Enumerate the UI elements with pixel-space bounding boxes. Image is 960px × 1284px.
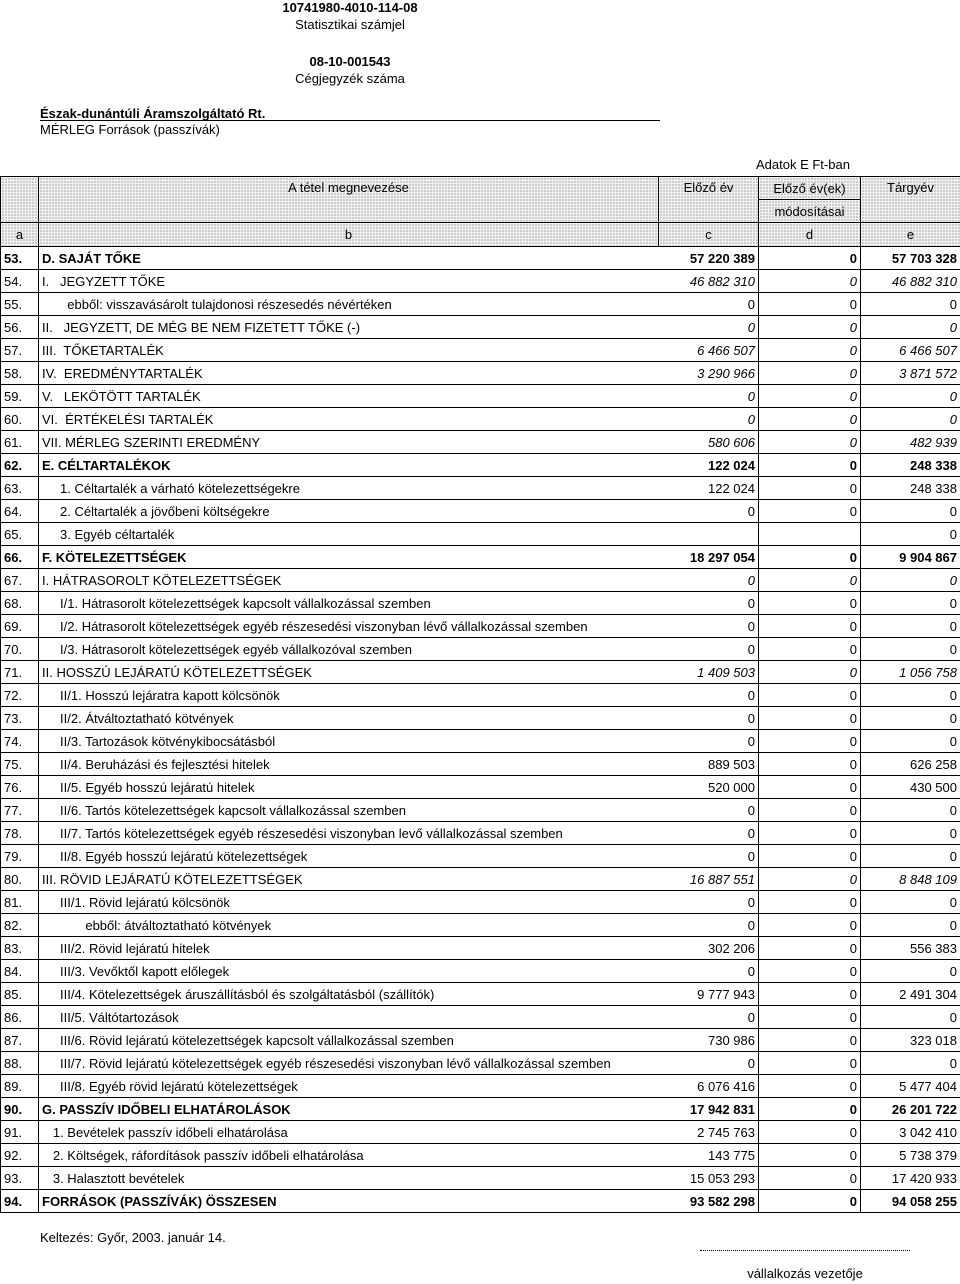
prev-year-value: 520 000 <box>659 776 759 799</box>
prev-year-value: 0 <box>659 293 759 316</box>
table-row <box>1 1029 960 1052</box>
table-row <box>1 1075 960 1098</box>
prev-year-value: 6 466 507 <box>659 339 759 362</box>
row-number: 55. <box>1 293 39 316</box>
stat-number: 10741980-4010-114-08 <box>282 0 418 15</box>
prev-year-value: 0 <box>659 684 759 707</box>
prev-mod-value: 0 <box>759 1006 861 1029</box>
table-row <box>1 1121 960 1144</box>
header-blank-cell <box>1 177 39 223</box>
table-row <box>1 1006 960 1029</box>
table-row <box>1 937 960 960</box>
table-row <box>1 546 960 569</box>
prev-mod-value: 0 <box>759 293 861 316</box>
current-year-value: 0 <box>861 1006 960 1029</box>
row-label: I/2. Hátrasorolt kötelezettségek egyéb részesedési viszonyban lévő vállalkozással szemben <box>39 615 659 638</box>
prev-year-value: 0 <box>659 615 759 638</box>
row-number: 91. <box>1 1121 39 1144</box>
prev-mod-value: 0 <box>759 868 861 891</box>
prev-mod-value: 0 <box>759 707 861 730</box>
prev-year-value: 0 <box>659 385 759 408</box>
table-row <box>1 454 960 477</box>
prev-mod-value: 0 <box>759 247 861 270</box>
current-year-value: 6 466 507 <box>861 339 960 362</box>
table-row <box>1 339 960 362</box>
prev-mod-value: 0 <box>759 1098 861 1121</box>
row-number: 61. <box>1 431 39 454</box>
current-year-value: 0 <box>861 684 960 707</box>
row-label: 3. Halasztott bevételek <box>39 1167 659 1190</box>
table-row <box>1 247 960 270</box>
current-year-value: 0 <box>861 960 960 983</box>
header-current-year: Tárgyév <box>861 177 960 223</box>
row-number: 66. <box>1 546 39 569</box>
table-row <box>1 868 960 891</box>
table-row <box>1 270 960 293</box>
current-year-value: 248 338 <box>861 454 960 477</box>
current-year-value: 0 <box>861 822 960 845</box>
current-year-value: 0 <box>861 293 960 316</box>
current-year-value: 46 882 310 <box>861 270 960 293</box>
row-label: 2. Költségek, ráfordítások passzív időbeli elhatárolása <box>39 1144 659 1167</box>
prev-year-value: 0 <box>659 500 759 523</box>
row-label: II/1. Hosszú lejáratra kapott kölcsönök <box>39 684 659 707</box>
current-year-value: 5 738 379 <box>861 1144 960 1167</box>
table-row <box>1 822 960 845</box>
row-label: II/2. Átváltoztatható kötvények <box>39 707 659 730</box>
current-year-value: 0 <box>861 914 960 937</box>
current-year-value: 0 <box>861 845 960 868</box>
row-label: II/3. Tartozások kötvénykibocsátásból <box>39 730 659 753</box>
prev-year-value: 0 <box>659 1006 759 1029</box>
table-row <box>1 661 960 684</box>
current-year-value: 0 <box>861 891 960 914</box>
current-year-value: 0 <box>861 638 960 661</box>
table-row <box>1 845 960 868</box>
prev-year-value: 580 606 <box>659 431 759 454</box>
table-row <box>1 638 960 661</box>
row-number: 58. <box>1 362 39 385</box>
table-row <box>1 753 960 776</box>
current-year-value: 3 871 572 <box>861 362 960 385</box>
current-year-value: 0 <box>861 615 960 638</box>
prev-year-value: 730 986 <box>659 1029 759 1052</box>
current-year-value: 0 <box>861 523 960 546</box>
prev-year-value: 16 887 551 <box>659 868 759 891</box>
row-number: 67. <box>1 569 39 592</box>
header-col-b: b <box>39 223 659 247</box>
table-row <box>1 293 960 316</box>
row-label: 3. Egyéb céltartalék <box>39 523 659 546</box>
header-prev-mod-2: módosításai <box>759 200 861 223</box>
row-label: II. JEGYZETT, DE MÉG BE NEM FIZETETT TŐKE (-) <box>39 316 659 339</box>
prev-year-value: 46 882 310 <box>659 270 759 293</box>
row-label: V. LEKÖTÖTT TARTALÉK <box>39 385 659 408</box>
row-label: E. CÉLTARTALÉKOK <box>39 454 659 477</box>
prev-year-value: 0 <box>659 845 759 868</box>
prev-mod-value: 0 <box>759 914 861 937</box>
row-number: 84. <box>1 960 39 983</box>
row-number: 82. <box>1 914 39 937</box>
row-label: II/5. Egyéb hosszú lejáratú hitelek <box>39 776 659 799</box>
row-number: 62. <box>1 454 39 477</box>
table-row <box>1 523 960 546</box>
prev-mod-value: 0 <box>759 316 861 339</box>
row-label: I. HÁTRASOROLT KÖTELEZETTSÉGEK <box>39 569 659 592</box>
current-year-value: 1 056 758 <box>861 661 960 684</box>
table-row <box>1 477 960 500</box>
row-number: 63. <box>1 477 39 500</box>
prev-mod-value: 0 <box>759 799 861 822</box>
table-row <box>1 1098 960 1121</box>
current-year-value: 2 491 304 <box>861 983 960 1006</box>
row-number: 54. <box>1 270 39 293</box>
table-row <box>1 408 960 431</box>
prev-year-value: 889 503 <box>659 753 759 776</box>
prev-mod-value: 0 <box>759 983 861 1006</box>
row-label: III/5. Váltótartozások <box>39 1006 659 1029</box>
prev-mod-value: 0 <box>759 684 861 707</box>
prev-year-value: 122 024 <box>659 477 759 500</box>
prev-mod-value: 0 <box>759 960 861 983</box>
prev-mod-value: 0 <box>759 569 861 592</box>
table-row <box>1 707 960 730</box>
row-label: IV. EREDMÉNYTARTALÉK <box>39 362 659 385</box>
row-label: II/4. Beruházási és fejlesztési hitelek <box>39 753 659 776</box>
row-label: II/7. Tartós kötelezettségek egyéb részesedési viszonyban levő vállalkozással szemben <box>39 822 659 845</box>
row-number: 83. <box>1 937 39 960</box>
table-row <box>1 1167 960 1190</box>
prev-mod-value: 0 <box>759 270 861 293</box>
prev-year-value: 143 775 <box>659 1144 759 1167</box>
current-year-value: 0 <box>861 408 960 431</box>
prev-year-value: 0 <box>659 707 759 730</box>
prev-mod-value: 0 <box>759 1190 861 1213</box>
prev-year-value: 302 206 <box>659 937 759 960</box>
prev-mod-value: 0 <box>759 661 861 684</box>
prev-year-value: 3 290 966 <box>659 362 759 385</box>
prev-year-value: 0 <box>659 730 759 753</box>
current-year-value: 94 058 255 <box>861 1190 960 1213</box>
row-number: 78. <box>1 822 39 845</box>
header-rule <box>40 120 660 121</box>
registration-label: Cégjegyzék száma <box>295 71 405 86</box>
row-number: 72. <box>1 684 39 707</box>
prev-year-value: 18 297 054 <box>659 546 759 569</box>
current-year-value: 5 477 404 <box>861 1075 960 1098</box>
row-label: III/6. Rövid lejáratú kötelezettségek kapcsolt vállalkozással szemben <box>39 1029 659 1052</box>
stat-label: Statisztikai számjel <box>295 17 405 32</box>
header-col-a: a <box>1 223 39 247</box>
current-year-value: 0 <box>861 385 960 408</box>
prev-mod-value: 0 <box>759 1144 861 1167</box>
row-number: 69. <box>1 615 39 638</box>
prev-mod-value: 0 <box>759 730 861 753</box>
current-year-value: 323 018 <box>861 1029 960 1052</box>
prev-mod-value: 0 <box>759 477 861 500</box>
current-year-value: 0 <box>861 592 960 615</box>
header-prev-year: Előző év <box>659 177 759 223</box>
current-year-value: 0 <box>861 1052 960 1075</box>
table-row <box>1 799 960 822</box>
row-number: 87. <box>1 1029 39 1052</box>
current-year-value: 0 <box>861 799 960 822</box>
row-label: G. PASSZÍV IDŐBELI ELHATÁROLÁSOK <box>39 1098 659 1121</box>
prev-mod-value: 0 <box>759 822 861 845</box>
table-row <box>1 684 960 707</box>
currency-note: Adatok E Ft-ban <box>756 157 850 172</box>
current-year-value: 482 939 <box>861 431 960 454</box>
header-col-c: c <box>659 223 759 247</box>
row-label: ebből: átváltoztatható kötvények <box>39 914 659 937</box>
prev-mod-value: 0 <box>759 1075 861 1098</box>
row-label: D. SAJÁT TŐKE <box>39 247 659 270</box>
prev-year-value: 0 <box>659 569 759 592</box>
prev-year-value: 0 <box>659 592 759 615</box>
prev-year-value: 57 220 389 <box>659 247 759 270</box>
prev-year-value: 0 <box>659 316 759 339</box>
table-row <box>1 592 960 615</box>
prev-year-value: 93 582 298 <box>659 1190 759 1213</box>
current-year-value: 248 338 <box>861 477 960 500</box>
row-label: I/3. Hátrasorolt kötelezettségek egyéb vállalkozóval szemben <box>39 638 659 661</box>
table-row <box>1 776 960 799</box>
row-label: II/8. Egyéb hosszú lejáratú kötelezettségek <box>39 845 659 868</box>
row-label: III/2. Rövid lejáratú hitelek <box>39 937 659 960</box>
row-number: 57. <box>1 339 39 362</box>
row-label: III. RÖVID LEJÁRATÚ KÖTELEZETTSÉGEK <box>39 868 659 891</box>
current-year-value: 57 703 328 <box>861 247 960 270</box>
current-year-value: 26 201 722 <box>861 1098 960 1121</box>
current-year-value: 0 <box>861 707 960 730</box>
row-number: 65. <box>1 523 39 546</box>
prev-mod-value: 0 <box>759 753 861 776</box>
row-number: 64. <box>1 500 39 523</box>
prev-mod-value: 0 <box>759 1052 861 1075</box>
signature-line <box>700 1250 910 1251</box>
current-year-value: 0 <box>861 316 960 339</box>
table-row <box>1 615 960 638</box>
prev-mod-value: 0 <box>759 776 861 799</box>
row-number: 90. <box>1 1098 39 1121</box>
row-number: 77. <box>1 799 39 822</box>
prev-mod-value: 0 <box>759 500 861 523</box>
header-item-name: A tétel megnevezése <box>39 177 659 223</box>
row-number: 81. <box>1 891 39 914</box>
row-label: F. KÖTELEZETTSÉGEK <box>39 546 659 569</box>
current-year-value: 3 042 410 <box>861 1121 960 1144</box>
balance-table <box>0 246 960 1213</box>
current-year-value: 556 383 <box>861 937 960 960</box>
prev-mod-value: 0 <box>759 362 861 385</box>
table-row <box>1 1190 960 1213</box>
row-number: 79. <box>1 845 39 868</box>
current-year-value: 8 848 109 <box>861 868 960 891</box>
row-number: 71. <box>1 661 39 684</box>
table-row <box>1 914 960 937</box>
table-row <box>1 1052 960 1075</box>
prev-mod-value: 0 <box>759 1121 861 1144</box>
row-label: VI. ÉRTÉKELÉSI TARTALÉK <box>39 408 659 431</box>
prev-year-value: 0 <box>659 914 759 937</box>
prev-mod-value <box>759 523 861 546</box>
table-row <box>1 431 960 454</box>
row-label: III/8. Egyéb rövid lejáratú kötelezettségek <box>39 1075 659 1098</box>
row-label: I/1. Hátrasorolt kötelezettségek kapcsolt vállalkozással szemben <box>39 592 659 615</box>
header-col-d: d <box>759 223 861 247</box>
row-number: 56. <box>1 316 39 339</box>
row-number: 75. <box>1 753 39 776</box>
row-label: II/6. Tartós kötelezettségek kapcsolt vállalkozással szemben <box>39 799 659 822</box>
row-number: 89. <box>1 1075 39 1098</box>
row-label: III/7. Rövid lejáratú kötelezettségek egyéb részesedési viszonyban lévő vállalkozással szemben <box>39 1052 659 1075</box>
row-label: III. TŐKETARTALÉK <box>39 339 659 362</box>
prev-mod-value: 0 <box>759 454 861 477</box>
prev-mod-value: 0 <box>759 1167 861 1190</box>
row-number: 73. <box>1 707 39 730</box>
row-label: I. JEGYZETT TŐKE <box>39 270 659 293</box>
row-label: VII. MÉRLEG SZERINTI EREDMÉNY <box>39 431 659 454</box>
prev-year-value: 0 <box>659 960 759 983</box>
row-number: 70. <box>1 638 39 661</box>
prev-mod-value: 0 <box>759 339 861 362</box>
current-year-value: 0 <box>861 730 960 753</box>
prev-year-value: 1 409 503 <box>659 661 759 684</box>
prev-mod-value: 0 <box>759 845 861 868</box>
prev-mod-value: 0 <box>759 385 861 408</box>
row-label: II. HOSSZÚ LEJÁRATÚ KÖTELEZETTSÉGEK <box>39 661 659 684</box>
row-label: ebből: visszavásárolt tulajdonosi részesedés névértéken <box>39 293 659 316</box>
current-year-value: 0 <box>861 500 960 523</box>
prev-mod-value: 0 <box>759 615 861 638</box>
header-prev-mod-1: Előző év(ek) <box>759 177 861 200</box>
row-number: 80. <box>1 868 39 891</box>
prev-year-value: 2 745 763 <box>659 1121 759 1144</box>
row-label: III/1. Rövid lejáratú kölcsönök <box>39 891 659 914</box>
row-number: 94. <box>1 1190 39 1213</box>
current-year-value: 9 904 867 <box>861 546 960 569</box>
prev-year-value: 0 <box>659 638 759 661</box>
prev-year-value: 6 076 416 <box>659 1075 759 1098</box>
row-number: 88. <box>1 1052 39 1075</box>
table-row <box>1 385 960 408</box>
row-number: 93. <box>1 1167 39 1190</box>
company-name: Észak-dunántúli Áramszolgáltató Rt. <box>40 106 266 121</box>
prev-mod-value: 0 <box>759 937 861 960</box>
prev-year-value: 17 942 831 <box>659 1098 759 1121</box>
current-year-value: 626 258 <box>861 753 960 776</box>
table-row <box>1 500 960 523</box>
table-row <box>1 730 960 753</box>
table-row <box>1 1144 960 1167</box>
table-row <box>1 891 960 914</box>
prev-mod-value: 0 <box>759 1029 861 1052</box>
row-number: 76. <box>1 776 39 799</box>
prev-mod-value: 0 <box>759 546 861 569</box>
prev-mod-value: 0 <box>759 592 861 615</box>
table-row <box>1 569 960 592</box>
row-number: 86. <box>1 1006 39 1029</box>
prev-mod-value: 0 <box>759 891 861 914</box>
prev-year-value: 15 053 293 <box>659 1167 759 1190</box>
row-number: 59. <box>1 385 39 408</box>
prev-year-value: 0 <box>659 822 759 845</box>
table-row <box>1 362 960 385</box>
prev-year-value: 0 <box>659 799 759 822</box>
row-label: III/3. Vevőktől kapott előlegek <box>39 960 659 983</box>
current-year-value: 17 420 933 <box>861 1167 960 1190</box>
row-label: FORRÁSOK (PASSZÍVÁK) ÖSSZESEN <box>39 1190 659 1213</box>
row-number: 60. <box>1 408 39 431</box>
table-row <box>1 983 960 1006</box>
row-number: 53. <box>1 247 39 270</box>
row-label: 1. Céltartalék a várható kötelezettségekre <box>39 477 659 500</box>
row-label: III/4. Kötelezettségek áruszállításból és szolgáltatásból (szállítók) <box>39 983 659 1006</box>
row-number: 85. <box>1 983 39 1006</box>
current-year-value: 430 500 <box>861 776 960 799</box>
row-label: 2. Céltartalék a jövőbeni költségekre <box>39 500 659 523</box>
row-label: 1. Bevételek passzív időbeli elhatárolása <box>39 1121 659 1144</box>
date-line: Keltezés: Győr, 2003. január 14. <box>40 1230 226 1245</box>
prev-year-value: 9 777 943 <box>659 983 759 1006</box>
prev-mod-value: 0 <box>759 408 861 431</box>
row-number: 74. <box>1 730 39 753</box>
row-number: 92. <box>1 1144 39 1167</box>
table-row <box>1 316 960 339</box>
signature-label: vállalkozás vezetője <box>747 1266 863 1281</box>
table-row <box>1 960 960 983</box>
prev-mod-value: 0 <box>759 638 861 661</box>
prev-year-value: 0 <box>659 1052 759 1075</box>
table-header <box>0 176 960 246</box>
prev-mod-value: 0 <box>759 431 861 454</box>
report-title: MÉRLEG Források (passzívák) <box>40 122 220 137</box>
prev-year-value: 122 024 <box>659 454 759 477</box>
registration-number: 08-10-001543 <box>309 54 391 69</box>
row-number: 68. <box>1 592 39 615</box>
prev-year-value: 0 <box>659 408 759 431</box>
current-year-value: 0 <box>861 569 960 592</box>
header-col-e: e <box>861 223 960 247</box>
prev-year-value: 0 <box>659 891 759 914</box>
prev-year-value <box>659 523 759 546</box>
